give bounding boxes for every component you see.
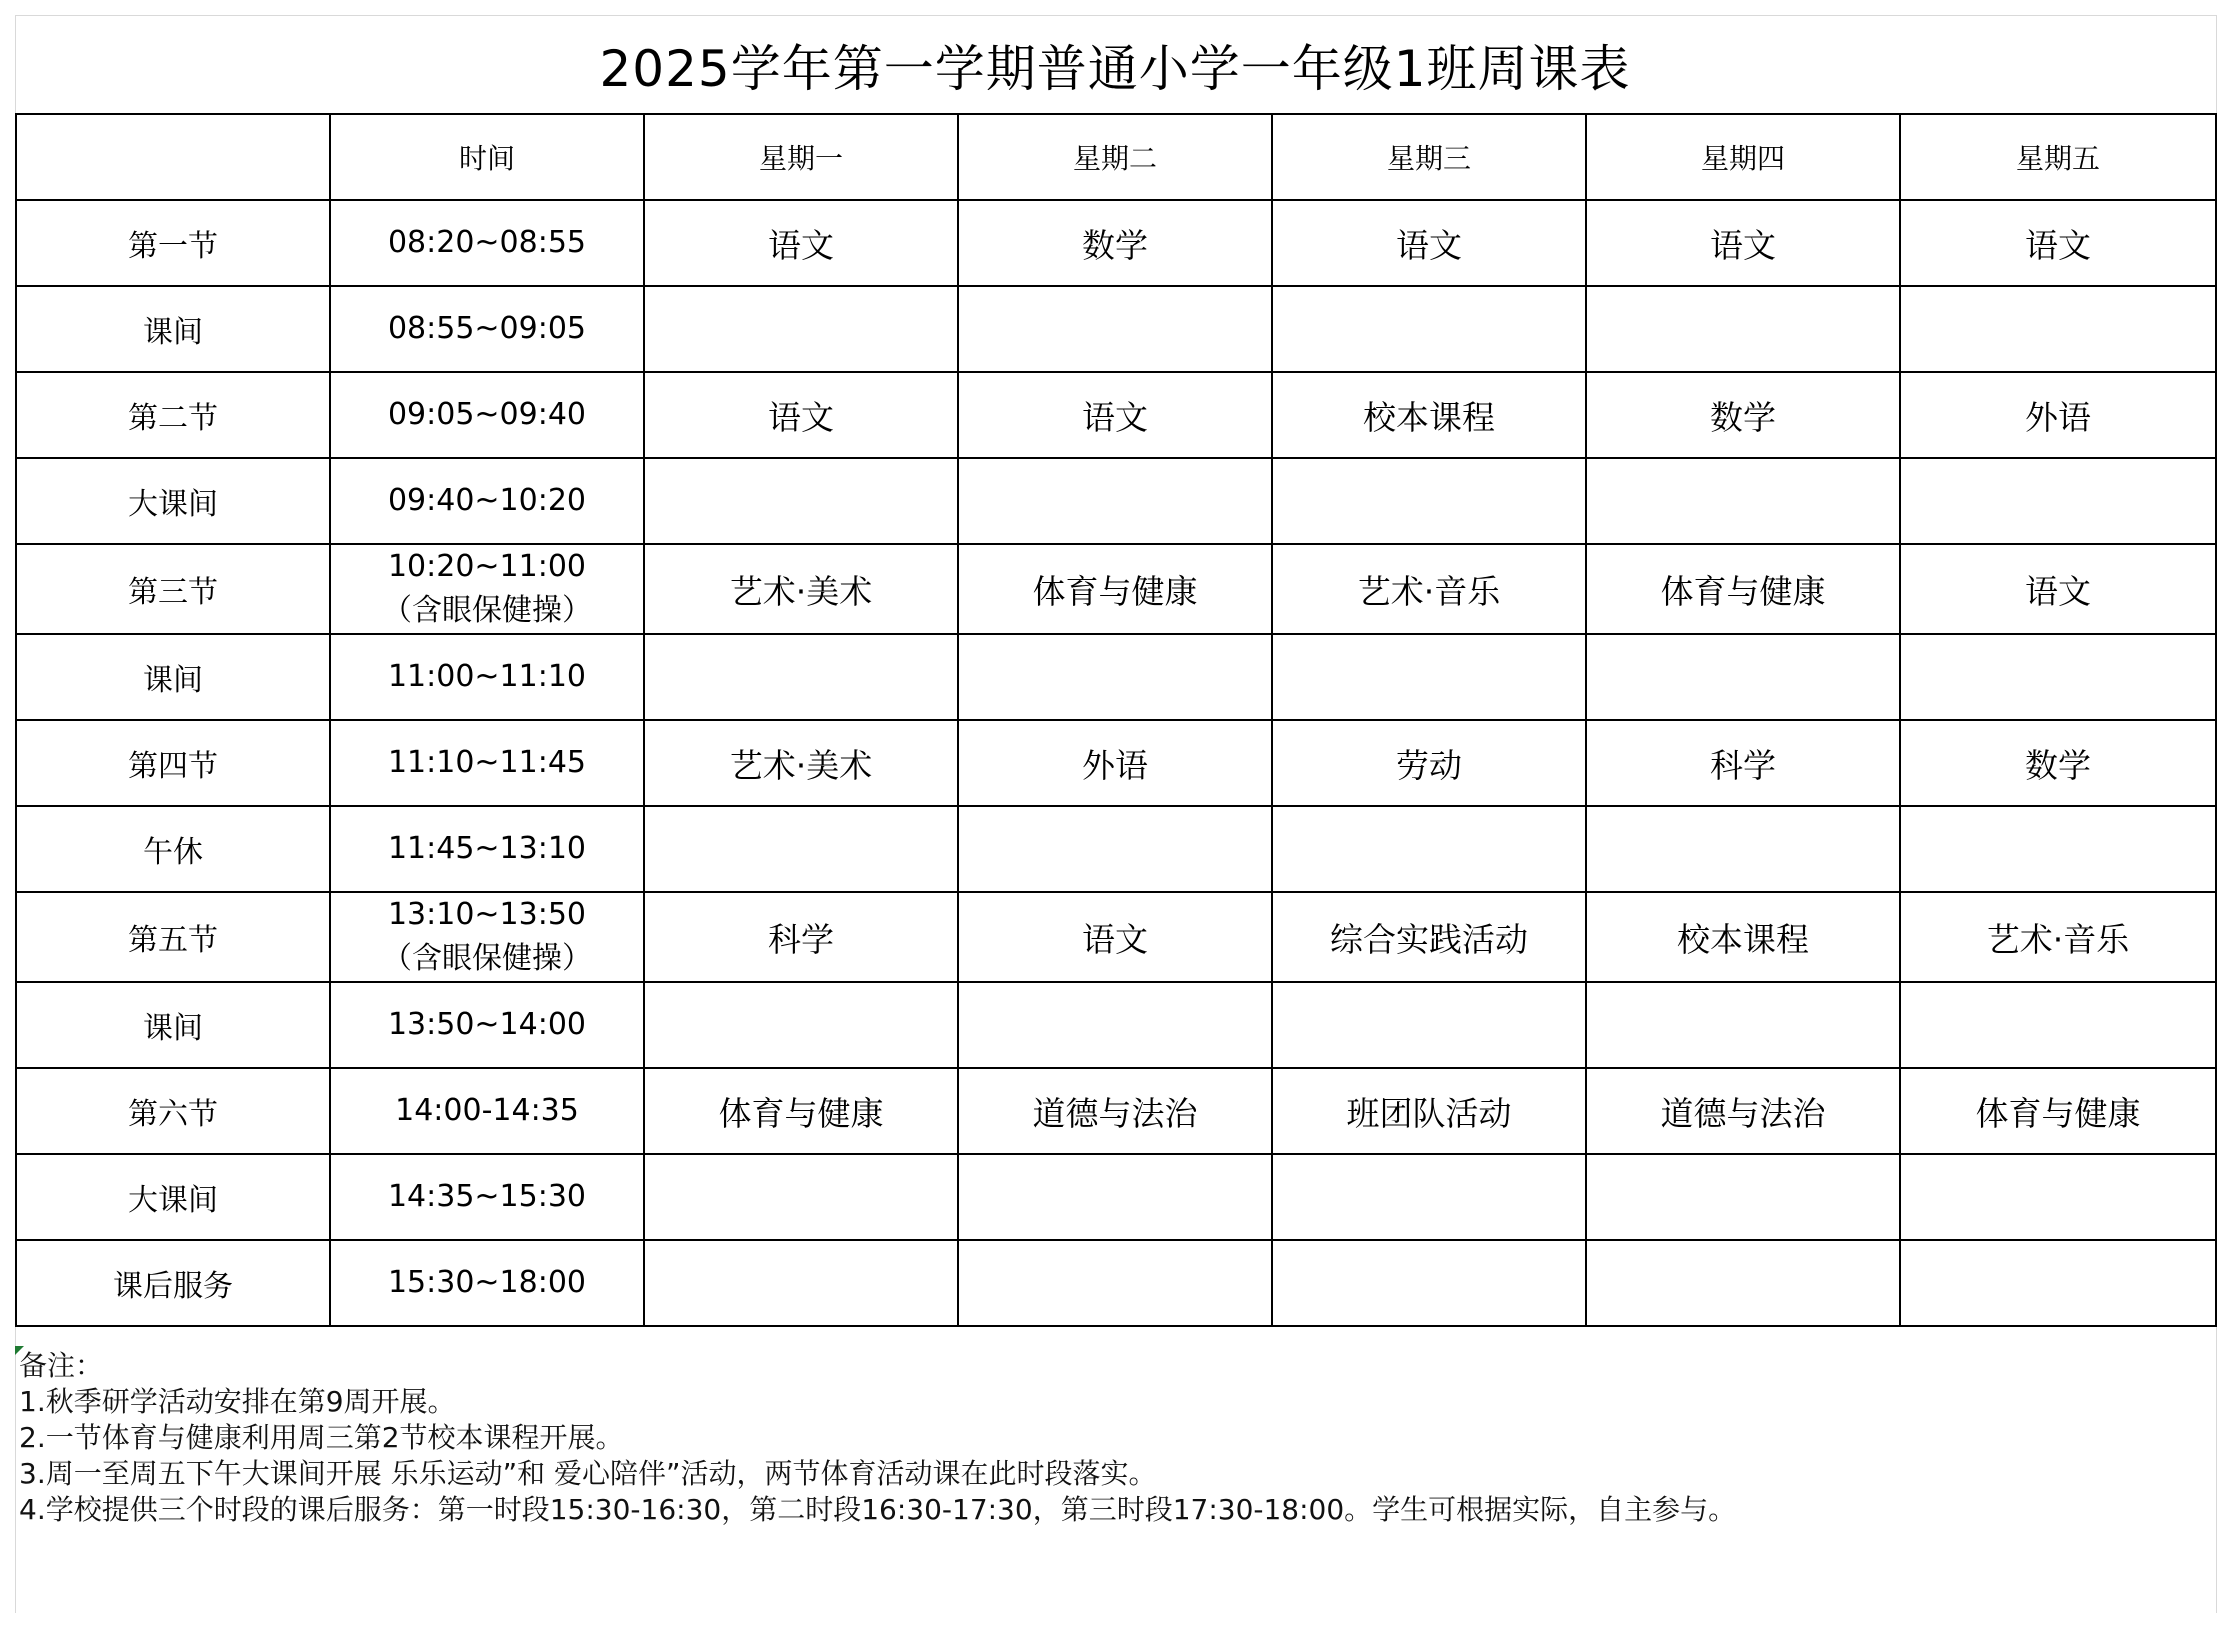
time-cell[interactable] — [330, 286, 644, 372]
course-cell[interactable] — [1900, 458, 2216, 544]
table-row — [16, 1068, 2216, 1154]
course-cell[interactable]: 劳动 — [1272, 720, 1586, 806]
course-cell[interactable]: 数学 — [1900, 720, 2216, 806]
course-cell[interactable] — [1272, 1240, 1586, 1326]
period-cell[interactable]: 课间 — [16, 634, 330, 720]
course-cell[interactable]: 校本课程 — [1272, 372, 1586, 458]
time-cell[interactable] — [330, 1240, 644, 1326]
time-cell[interactable] — [330, 982, 644, 1068]
time-range: 11:10~11:45 — [387, 745, 587, 780]
period-cell[interactable]: 第二节 — [16, 372, 330, 458]
course-cell[interactable]: 语文 — [1900, 544, 2216, 634]
header-cell-friday[interactable]: 星期五 — [1900, 114, 2216, 200]
course-cell[interactable] — [1586, 1154, 1900, 1240]
course-cell[interactable]: 艺术·音乐 — [1272, 544, 1586, 634]
table-row — [16, 372, 2216, 458]
header-cell-blank[interactable] — [16, 114, 330, 200]
course-cell[interactable]: 语文 — [644, 200, 958, 286]
course-cell[interactable] — [644, 1154, 958, 1240]
period-cell[interactable]: 课间 — [16, 286, 330, 372]
course-cell[interactable] — [958, 806, 1272, 892]
time-range: 09:05~09:40 — [387, 397, 587, 432]
period-cell[interactable]: 午休 — [16, 806, 330, 892]
course-cell[interactable]: 数学 — [1586, 372, 1900, 458]
course-cell[interactable] — [644, 634, 958, 720]
table-row — [16, 720, 2216, 806]
time-range: 11:45~13:10 — [387, 831, 587, 866]
time-range: 08:55~09:05 — [387, 311, 587, 346]
course-cell[interactable]: 语文 — [958, 892, 1272, 982]
time-note: （含眼保健操） — [382, 593, 592, 628]
table-row — [16, 544, 2216, 634]
course-cell[interactable] — [1900, 1240, 2216, 1326]
time-cell[interactable] — [330, 372, 644, 458]
course-cell[interactable] — [1586, 1240, 1900, 1326]
time-range: 13:10~13:50 — [387, 897, 587, 932]
course-cell[interactable]: 艺术·音乐 — [1900, 892, 2216, 982]
header-cell-wednesday[interactable]: 星期三 — [1272, 114, 1586, 200]
course-cell[interactable] — [958, 634, 1272, 720]
course-cell[interactable]: 语文 — [1272, 200, 1586, 286]
course-cell[interactable] — [1586, 458, 1900, 544]
course-cell[interactable] — [644, 982, 958, 1068]
course-cell[interactable]: 班团队活动 — [1272, 1068, 1586, 1154]
period-cell[interactable]: 大课间 — [16, 1154, 330, 1240]
time-cell[interactable] — [330, 1068, 644, 1154]
course-cell[interactable] — [644, 806, 958, 892]
time-range: 14:00-14:35 — [395, 1093, 579, 1128]
course-cell[interactable]: 体育与健康 — [1900, 1068, 2216, 1154]
course-cell[interactable] — [1900, 286, 2216, 372]
time-range: 13:50~14:00 — [387, 1007, 587, 1042]
course-cell[interactable]: 语文 — [644, 372, 958, 458]
course-cell[interactable] — [1900, 982, 2216, 1068]
period-cell[interactable]: 第六节 — [16, 1068, 330, 1154]
course-cell[interactable] — [644, 286, 958, 372]
table-row — [16, 458, 2216, 544]
header-cell-thursday[interactable]: 星期四 — [1586, 114, 1900, 200]
period-cell[interactable]: 大课间 — [16, 458, 330, 544]
header-row — [16, 114, 2216, 200]
table-row — [16, 806, 2216, 892]
course-cell[interactable]: 道德与法治 — [1586, 1068, 1900, 1154]
table-row — [16, 1154, 2216, 1240]
course-cell[interactable] — [1586, 806, 1900, 892]
note-line: 3.周一至周五下午大课间开展 乐乐运动”和 爱心陪伴”活动，两节体育活动课在此时段落实。 — [19, 1457, 1157, 1490]
course-cell[interactable] — [644, 458, 958, 544]
period-cell[interactable]: 第四节 — [16, 720, 330, 806]
time-cell[interactable] — [330, 200, 644, 286]
time-range: 14:35~15:30 — [387, 1179, 587, 1214]
course-cell[interactable]: 道德与法治 — [958, 1068, 1272, 1154]
note-line: 4.学校提供三个时段的课后服务：第一时段15:30-16:30，第二时段16:30-17:30，第三时段17:30-18:00。学生可根据实际，自主参与。 — [19, 1493, 1737, 1526]
course-cell[interactable]: 科学 — [644, 892, 958, 982]
course-cell[interactable]: 数学 — [958, 200, 1272, 286]
course-cell[interactable] — [1586, 982, 1900, 1068]
time-cell[interactable] — [330, 458, 644, 544]
course-cell[interactable]: 体育与健康 — [1586, 544, 1900, 634]
course-cell[interactable]: 外语 — [1900, 372, 2216, 458]
course-cell[interactable]: 语文 — [1900, 200, 2216, 286]
course-cell[interactable] — [1272, 982, 1586, 1068]
period-cell[interactable]: 第三节 — [16, 544, 330, 634]
course-cell[interactable] — [1900, 1154, 2216, 1240]
course-cell[interactable]: 校本课程 — [1586, 892, 1900, 982]
course-cell[interactable] — [1272, 286, 1586, 372]
notes-heading: 备注： — [19, 1349, 104, 1382]
time-range: 08:20~08:55 — [387, 225, 587, 260]
time-cell[interactable] — [330, 1154, 644, 1240]
course-cell[interactable] — [1272, 634, 1586, 720]
course-cell[interactable]: 艺术·美术 — [644, 720, 958, 806]
course-cell[interactable] — [1900, 806, 2216, 892]
time-cell[interactable] — [330, 544, 644, 634]
note-line: 2.一节体育与健康利用周三第2节校本课程开展。 — [19, 1421, 624, 1454]
schedule-table — [15, 113, 2217, 1327]
note-line: 1.秋季研学活动安排在第9周开展。 — [19, 1385, 456, 1418]
course-cell[interactable] — [644, 1240, 958, 1326]
course-cell[interactable]: 综合实践活动 — [1272, 892, 1586, 982]
time-cell[interactable] — [330, 720, 644, 806]
table-row — [16, 892, 2216, 982]
course-cell[interactable]: 语文 — [958, 372, 1272, 458]
notes-block[interactable] — [19, 1348, 2209, 1528]
course-cell[interactable]: 外语 — [958, 720, 1272, 806]
course-cell[interactable] — [1900, 634, 2216, 720]
course-cell[interactable] — [1272, 806, 1586, 892]
header-cell-time[interactable]: 时间 — [330, 114, 644, 200]
course-cell[interactable] — [958, 1154, 1272, 1240]
course-cell[interactable]: 语文 — [1586, 200, 1900, 286]
header-cell-tuesday[interactable]: 星期二 — [958, 114, 1272, 200]
course-cell[interactable] — [1586, 286, 1900, 372]
course-cell[interactable] — [1272, 458, 1586, 544]
time-range: 11:00~11:10 — [387, 659, 587, 694]
course-cell[interactable] — [958, 1240, 1272, 1326]
period-cell[interactable]: 第一节 — [16, 200, 330, 286]
course-cell[interactable]: 体育与健康 — [958, 544, 1272, 634]
table-row — [16, 982, 2216, 1068]
period-cell[interactable]: 课间 — [16, 982, 330, 1068]
table-row — [16, 286, 2216, 372]
table-row — [16, 200, 2216, 286]
time-range: 10:20~11:00 — [387, 549, 587, 584]
time-note: （含眼保健操） — [382, 941, 592, 976]
table-row — [16, 1240, 2216, 1326]
course-cell[interactable] — [1272, 1154, 1586, 1240]
course-cell[interactable]: 艺术·美术 — [644, 544, 958, 634]
time-cell[interactable] — [330, 892, 644, 982]
period-cell[interactable]: 课后服务 — [16, 1240, 330, 1326]
course-cell[interactable] — [958, 458, 1272, 544]
page-title: 2025学年第一学期普通小学一年级1班周课表 — [599, 40, 1631, 98]
time-cell[interactable] — [330, 634, 644, 720]
time-range: 15:30~18:00 — [387, 1265, 587, 1300]
course-cell[interactable] — [1586, 634, 1900, 720]
course-cell[interactable] — [958, 982, 1272, 1068]
course-cell[interactable]: 体育与健康 — [644, 1068, 958, 1154]
period-cell[interactable]: 第五节 — [16, 892, 330, 982]
course-cell[interactable]: 科学 — [1586, 720, 1900, 806]
header-cell-monday[interactable]: 星期一 — [644, 114, 958, 200]
course-cell[interactable] — [958, 286, 1272, 372]
schedule-body — [16, 200, 2216, 1326]
table-row — [16, 634, 2216, 720]
time-range: 09:40~10:20 — [387, 483, 587, 518]
time-cell[interactable] — [330, 806, 644, 892]
